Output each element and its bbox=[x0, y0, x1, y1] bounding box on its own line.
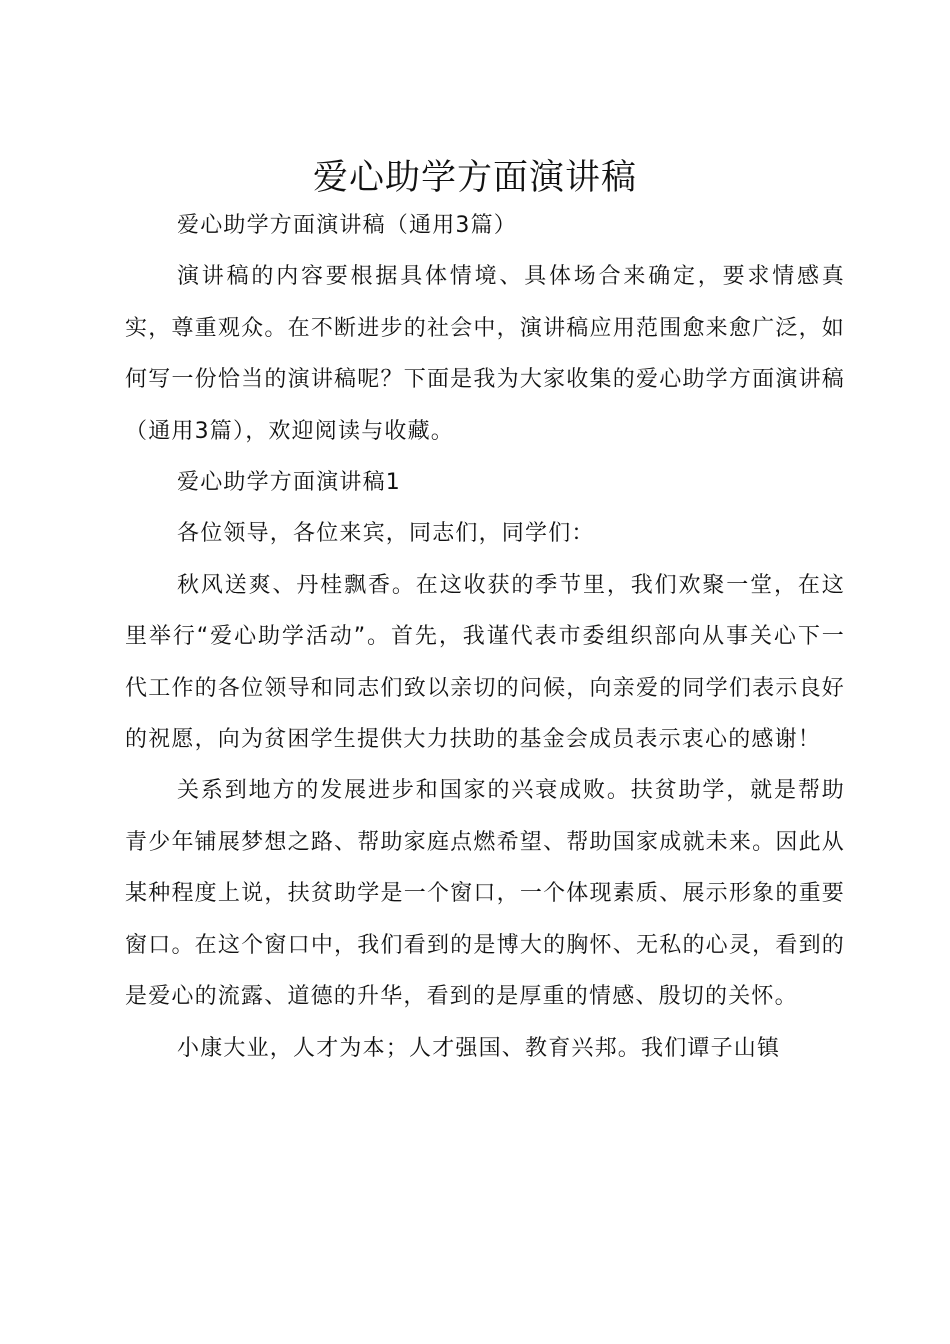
document-title: 爱心助学方面演讲稿 bbox=[312, 158, 637, 198]
body-paragraph: 关系到地方的发展进步和国家的兴衰成败。扶贫助学，就是帮助青少年铺展梦想之路、帮助家庭点燃希望、帮助国家成就未来。因此从某种程度上说，扶贫助学是一个窗口，一个体现素质、展示形象的重要窗口。在这个窗口中，我们看到的是博大的胸怀、无私的心灵，看到的是爱心的流露、道德的升华，看到的是厚重的情感、殷切的关怀。 bbox=[125, 778, 845, 1010]
body-paragraph: 秋风送爽、丹桂飘香。在这收获的季节里，我们欢聚一堂，在这里举行“爱心助学活动”。首先，我谨代表市委组织部向从事关心下一代工作的各位领导和同志们致以亲切的问候，向亲爱的同学们表示良好的祝愿，向为贫困学生提供大力扶助的基金会成员表示衷心的感谢！ bbox=[125, 572, 845, 753]
subtitle-paragraph: 爱心助学方面演讲稿（通用3篇） bbox=[177, 213, 517, 238]
salutation-paragraph: 各位领导，各位来宾，同志们，同学们： bbox=[177, 521, 595, 547]
document-body bbox=[125, 200, 845, 1074]
intro-paragraph: 演讲稿的内容要根据具体情境、具体场合来确定，要求情感真实，尊重观众。在不断进步的社会中，演讲稿应用范围愈来愈广泛，如何写一份恰当的演讲稿呢？下面是我为大家收集的爱心助学方面演讲稿（通用3篇），欢迎阅读与收藏。 bbox=[125, 264, 845, 444]
body-paragraph: 小康大业，人才为本；人才强国、教育兴邦。我们谭子山镇 bbox=[177, 1035, 781, 1061]
section-heading: 爱心助学方面演讲稿1 bbox=[177, 470, 401, 496]
